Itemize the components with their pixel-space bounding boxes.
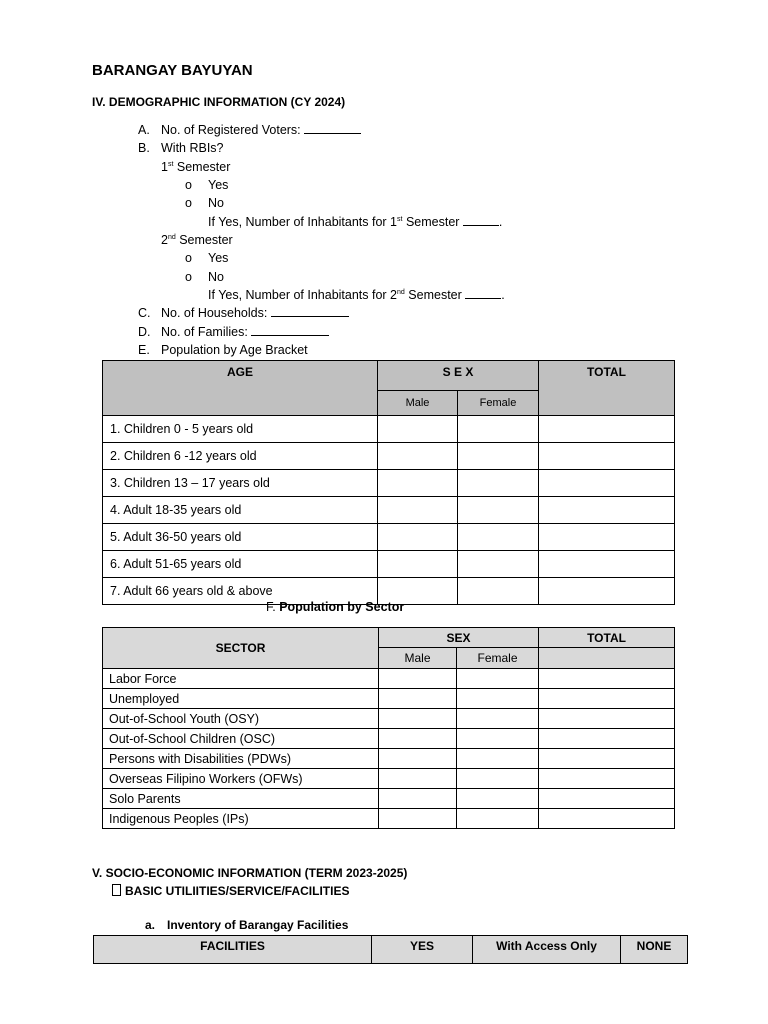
item-e-age-bracket bbox=[138, 343, 308, 357]
semester-text: Semester bbox=[404, 288, 466, 302]
sector-label: Unemployed bbox=[103, 689, 379, 709]
if-yes-text: If Yes, Number of Inhabitants for 1 bbox=[208, 215, 398, 229]
population-by-sector-table bbox=[102, 627, 675, 829]
table-row bbox=[103, 769, 675, 789]
semester-text: Semester bbox=[175, 233, 233, 247]
item-letter: C. bbox=[138, 306, 151, 320]
checkbox-placeholder-icon bbox=[112, 884, 121, 896]
total-cell[interactable] bbox=[539, 729, 675, 749]
age-label: 2. Children 6 -12 years old bbox=[103, 443, 378, 470]
sector-label: Out-of-School Children (OSC) bbox=[103, 729, 379, 749]
table-row bbox=[103, 809, 675, 829]
header-male: Male bbox=[379, 648, 457, 669]
male-cell[interactable] bbox=[378, 524, 458, 551]
total-cell[interactable] bbox=[539, 416, 675, 443]
total-cell[interactable] bbox=[539, 749, 675, 769]
header-yes: YES bbox=[372, 936, 473, 964]
male-cell[interactable] bbox=[379, 689, 457, 709]
ordinal-suffix: st bbox=[167, 160, 174, 168]
first-semester-label bbox=[161, 160, 230, 174]
female-cell[interactable] bbox=[458, 551, 539, 578]
item-text: No. of Households: bbox=[161, 306, 271, 320]
male-cell[interactable] bbox=[378, 443, 458, 470]
age-label: 1. Children 0 - 5 years old bbox=[103, 416, 378, 443]
option-yes-sem1[interactable] bbox=[185, 178, 228, 192]
header-female: Female bbox=[458, 390, 539, 415]
age-label: 7. Adult 66 years old & above bbox=[103, 578, 378, 605]
total-cell[interactable] bbox=[539, 497, 675, 524]
female-cell[interactable] bbox=[458, 497, 539, 524]
item-letter: D. bbox=[138, 325, 151, 339]
male-cell[interactable] bbox=[379, 769, 457, 789]
sector-label: Out-of-School Youth (OSY) bbox=[103, 709, 379, 729]
option-no-sem1[interactable] bbox=[185, 196, 224, 210]
female-cell[interactable] bbox=[458, 416, 539, 443]
age-label: 5. Adult 36-50 years old bbox=[103, 524, 378, 551]
header-sex: SEX bbox=[379, 628, 539, 648]
ordinal-suffix: nd bbox=[397, 288, 405, 296]
male-cell[interactable] bbox=[378, 416, 458, 443]
table-row bbox=[103, 497, 675, 524]
item-b-with-rbis bbox=[138, 141, 224, 155]
document-title: BARANGAY BAYUYAN bbox=[92, 62, 253, 79]
sector-label: Solo Parents bbox=[103, 789, 379, 809]
bullet-icon: o bbox=[185, 251, 192, 265]
table-row bbox=[103, 470, 675, 497]
sector-letter: F. bbox=[266, 600, 280, 614]
age-label: 3. Children 13 – 17 years old bbox=[103, 470, 378, 497]
ordinal-suffix: nd bbox=[167, 233, 176, 241]
male-cell[interactable] bbox=[378, 551, 458, 578]
male-cell[interactable] bbox=[378, 497, 458, 524]
male-cell[interactable] bbox=[379, 809, 457, 829]
female-cell[interactable] bbox=[457, 689, 539, 709]
total-cell[interactable] bbox=[539, 578, 675, 605]
item-text: With RBIs? bbox=[161, 141, 224, 155]
female-cell[interactable] bbox=[457, 769, 539, 789]
inventory-text: Inventory of Barangay Facilities bbox=[167, 918, 349, 932]
total-cell[interactable] bbox=[539, 769, 675, 789]
header-none: NONE bbox=[621, 936, 688, 964]
total-cell[interactable] bbox=[539, 470, 675, 497]
age-label: 6. Adult 51-65 years old bbox=[103, 551, 378, 578]
table-row bbox=[103, 789, 675, 809]
bullet-icon: o bbox=[185, 270, 192, 284]
inventory-heading bbox=[145, 918, 348, 932]
header-sex: S E X bbox=[378, 361, 539, 391]
header-facilities: FACILITIES bbox=[94, 936, 372, 964]
item-text: Population by Age Bracket bbox=[161, 343, 308, 357]
option-label: No bbox=[208, 196, 224, 210]
male-cell[interactable] bbox=[379, 709, 457, 729]
ordinal-suffix: st bbox=[397, 215, 403, 223]
bullet-icon: o bbox=[185, 196, 192, 210]
option-label: Yes bbox=[208, 251, 229, 265]
male-cell[interactable] bbox=[378, 470, 458, 497]
total-cell[interactable] bbox=[539, 443, 675, 470]
header-male: Male bbox=[378, 390, 458, 415]
inventory-letter: a. bbox=[145, 918, 156, 932]
header-total: TOTAL bbox=[539, 628, 675, 648]
female-cell[interactable] bbox=[457, 709, 539, 729]
facilities-inventory-table bbox=[93, 935, 688, 964]
section-v-heading: V. SOCIO-ECONOMIC INFORMATION (TERM 2023-2025) bbox=[92, 866, 408, 880]
female-cell[interactable] bbox=[457, 809, 539, 829]
item-d-families bbox=[138, 325, 329, 339]
fill-blank[interactable] bbox=[304, 123, 361, 134]
age-label: 4. Adult 18-35 years old bbox=[103, 497, 378, 524]
option-label: Yes bbox=[208, 178, 229, 192]
total-cell[interactable] bbox=[539, 789, 675, 809]
item-a-registered-voters bbox=[138, 123, 361, 137]
sector-label: Indigenous Peoples (IPs) bbox=[103, 809, 379, 829]
header-sector: SECTOR bbox=[103, 628, 379, 669]
if-yes-text: If Yes, Number of Inhabitants for 2 bbox=[208, 288, 398, 302]
period: . bbox=[498, 215, 503, 229]
item-letter: A. bbox=[138, 123, 150, 137]
table-row bbox=[103, 551, 675, 578]
sector-heading bbox=[266, 600, 404, 614]
item-letter: B. bbox=[138, 141, 150, 155]
option-yes-sem2[interactable] bbox=[185, 251, 228, 265]
header-total: TOTAL bbox=[539, 361, 675, 416]
table-row bbox=[103, 443, 675, 470]
table-row bbox=[103, 709, 675, 729]
female-cell[interactable] bbox=[458, 578, 539, 605]
table-row bbox=[103, 524, 675, 551]
sector-label: Persons with Disabilities (PDWs) bbox=[103, 749, 379, 769]
age-bracket-table bbox=[102, 360, 675, 605]
table-row bbox=[103, 669, 675, 689]
header-total-blank bbox=[539, 648, 675, 669]
header-age: AGE bbox=[103, 361, 378, 416]
fill-blank[interactable] bbox=[251, 325, 329, 336]
male-cell[interactable] bbox=[379, 729, 457, 749]
header-with-access-only: With Access Only bbox=[473, 936, 621, 964]
female-cell[interactable] bbox=[457, 749, 539, 769]
item-letter: E. bbox=[138, 343, 150, 357]
total-cell[interactable] bbox=[539, 524, 675, 551]
item-text: No. of Registered Voters: bbox=[161, 123, 305, 137]
female-cell[interactable] bbox=[457, 729, 539, 749]
item-text: No. of Families: bbox=[161, 325, 252, 339]
table-row bbox=[103, 416, 675, 443]
basic-utilities-text: BASIC UTILIITIES/SERVICE/FACILITIES bbox=[125, 884, 350, 898]
female-cell[interactable] bbox=[457, 669, 539, 689]
fill-blank[interactable] bbox=[271, 306, 349, 317]
total-cell[interactable] bbox=[539, 689, 675, 709]
fill-blank[interactable] bbox=[463, 215, 499, 226]
female-cell[interactable] bbox=[458, 524, 539, 551]
total-cell[interactable] bbox=[539, 809, 675, 829]
semester-text: Semester bbox=[402, 215, 463, 229]
option-label: No bbox=[208, 270, 224, 284]
item-c-households bbox=[138, 306, 349, 320]
male-cell[interactable] bbox=[379, 749, 457, 769]
table-row bbox=[103, 729, 675, 749]
sector-label: Overseas Filipino Workers (OFWs) bbox=[103, 769, 379, 789]
female-cell[interactable] bbox=[457, 789, 539, 809]
male-cell[interactable] bbox=[379, 789, 457, 809]
female-cell[interactable] bbox=[458, 443, 539, 470]
fill-blank[interactable] bbox=[465, 288, 501, 299]
ordinal-number: 2 bbox=[161, 233, 168, 247]
total-cell[interactable] bbox=[539, 709, 675, 729]
if-yes-sem1 bbox=[208, 215, 502, 229]
option-no-sem2[interactable] bbox=[185, 270, 224, 284]
bullet-icon: o bbox=[185, 178, 192, 192]
female-cell[interactable] bbox=[458, 470, 539, 497]
table-row bbox=[103, 749, 675, 769]
period: . bbox=[501, 288, 505, 302]
table-row bbox=[103, 689, 675, 709]
total-cell[interactable] bbox=[539, 551, 675, 578]
basic-utilities-heading bbox=[112, 884, 349, 898]
male-cell[interactable] bbox=[379, 669, 457, 689]
sector-label: Labor Force bbox=[103, 669, 379, 689]
if-yes-sem2 bbox=[208, 288, 505, 302]
header-female: Female bbox=[457, 648, 539, 669]
semester-text: Semester bbox=[173, 160, 231, 174]
sector-heading-text: Population by Sector bbox=[279, 600, 405, 614]
second-semester-label bbox=[161, 233, 233, 247]
total-cell[interactable] bbox=[539, 669, 675, 689]
section-iv-heading: IV. DEMOGRAPHIC INFORMATION (CY 2024) bbox=[92, 95, 346, 109]
ordinal-number: 1 bbox=[161, 160, 168, 174]
